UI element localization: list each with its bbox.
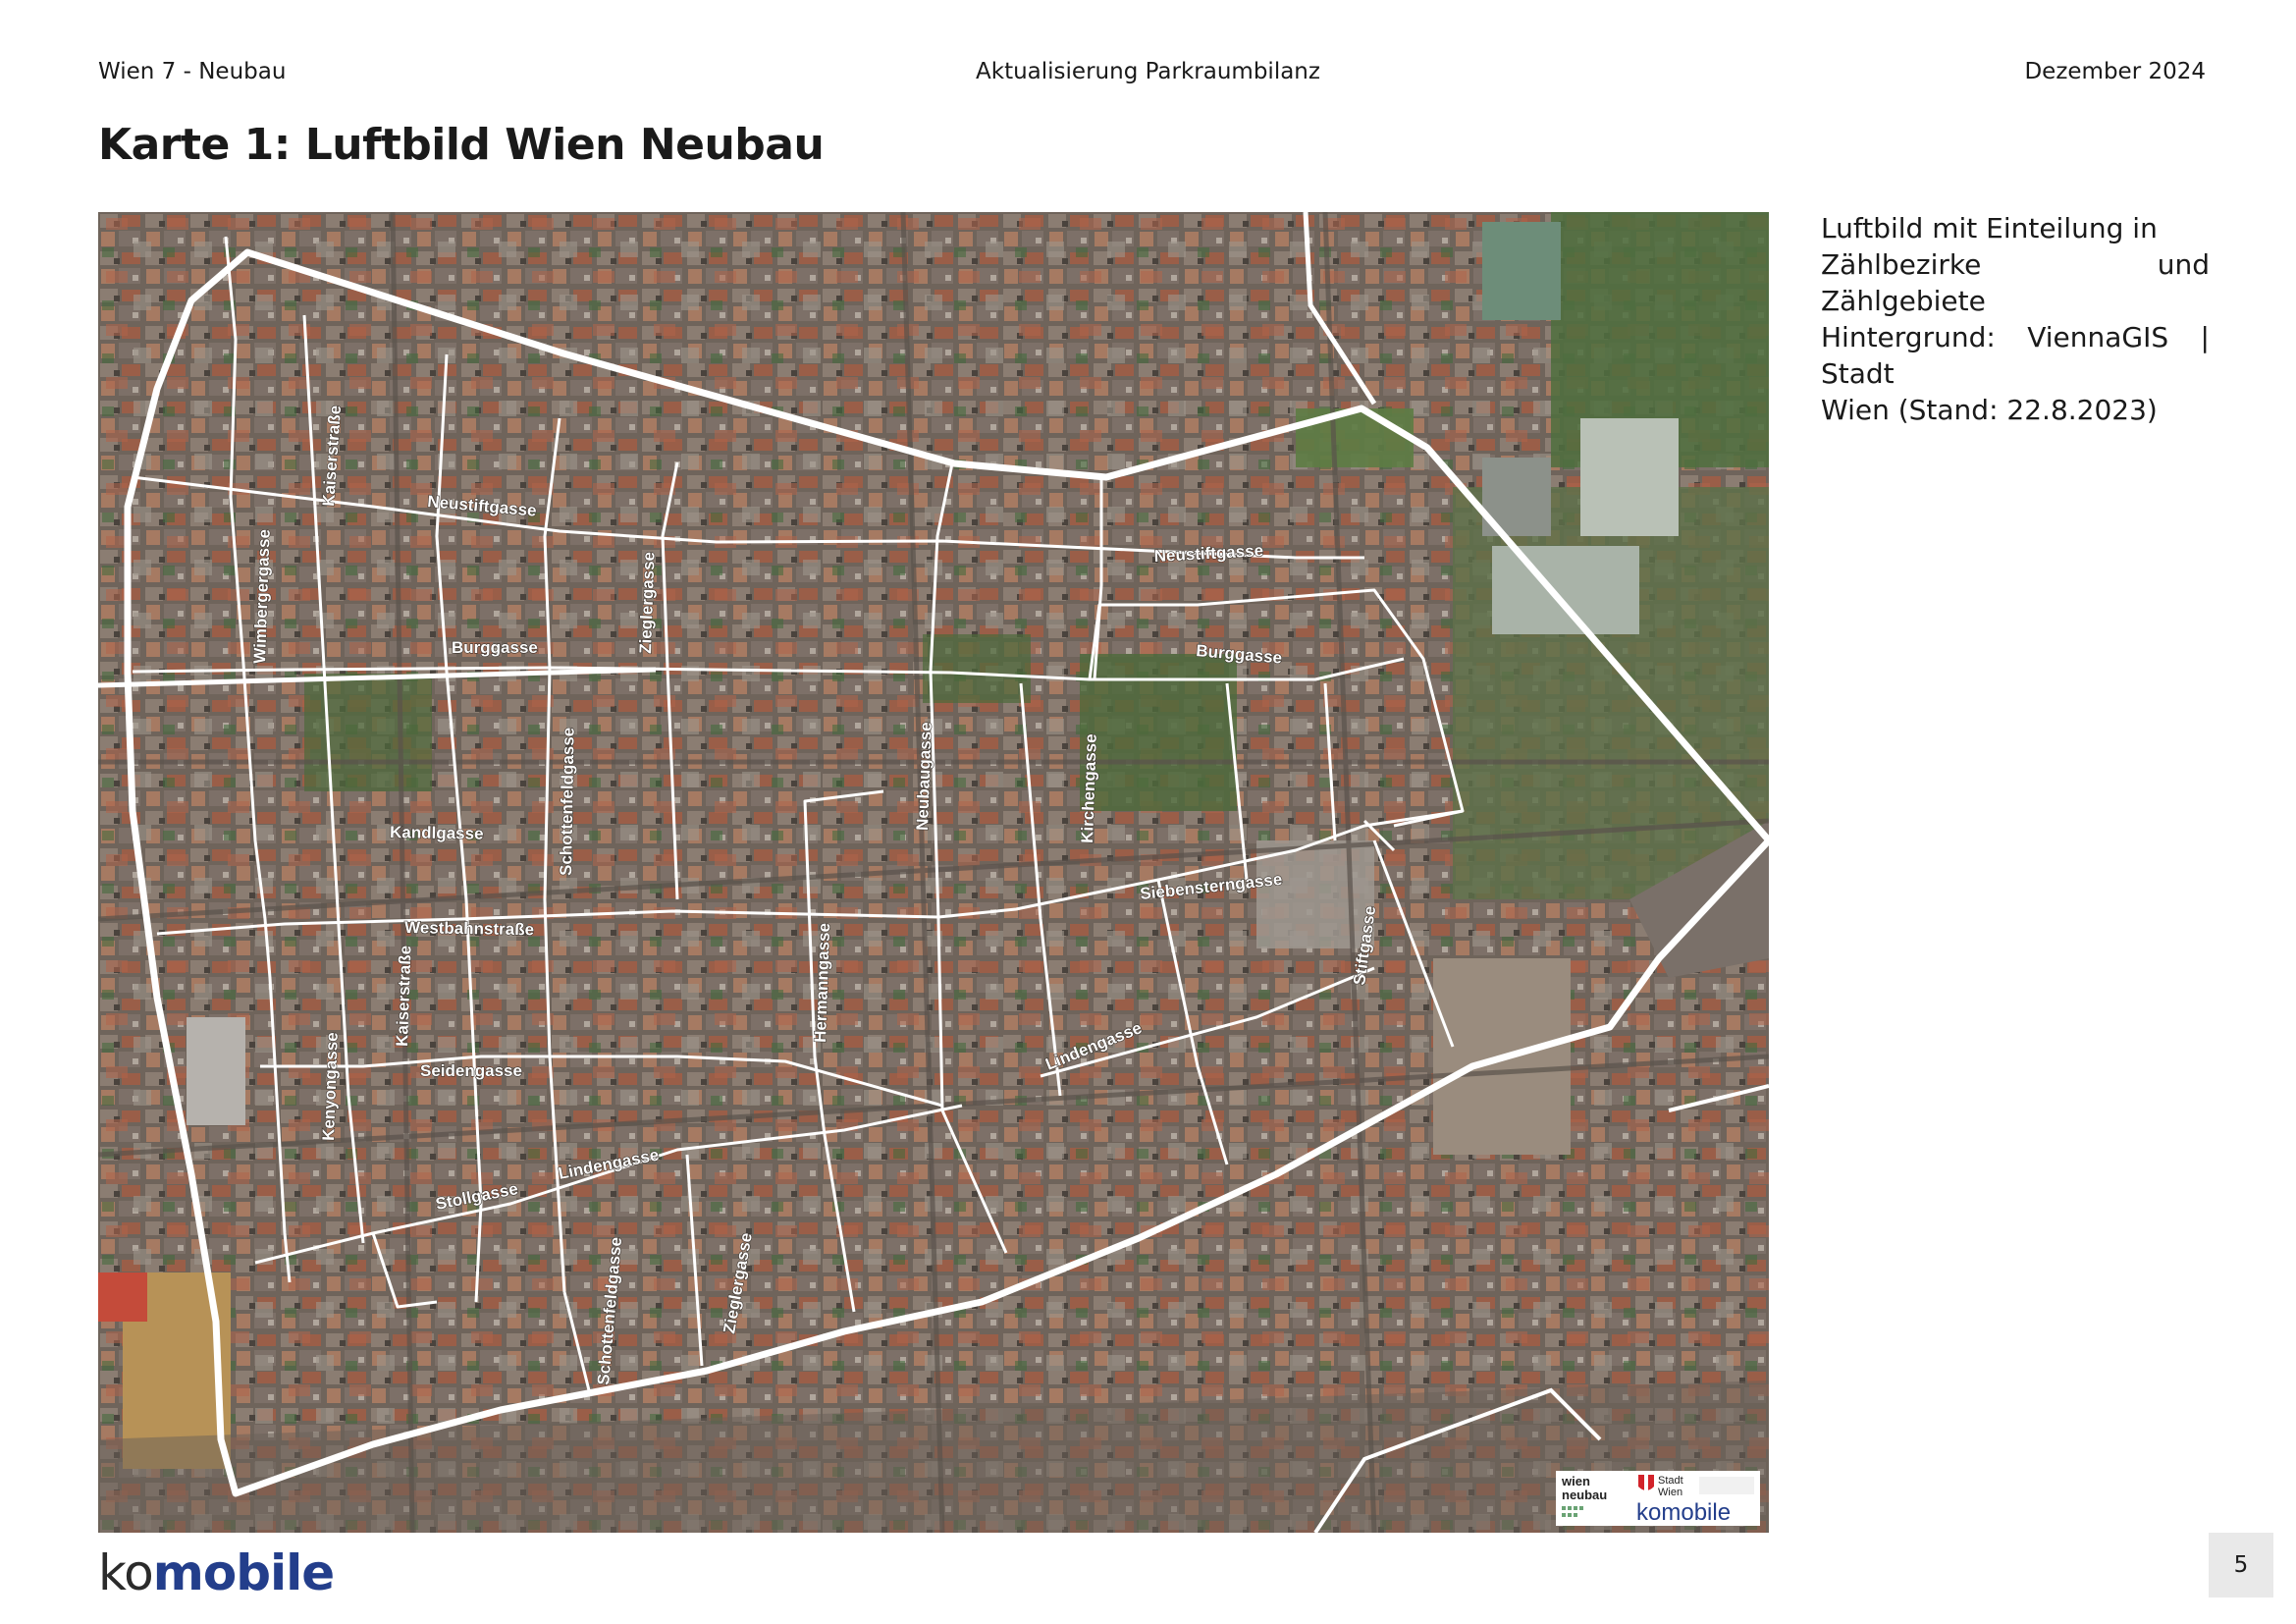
street-label: Zieglergasse (636, 551, 659, 655)
street-label: Schottenfeldgasse (557, 727, 578, 877)
street-label: Westbahnstraße (403, 918, 535, 940)
street-label: Neustiftgasse (426, 492, 538, 520)
street-label: Seidengasse (420, 1061, 522, 1080)
header-district: Wien 7 - Neubau (98, 59, 287, 84)
street-label: Kaiserstraße (319, 405, 346, 508)
logo-ko-part: ko (98, 1544, 153, 1601)
street-label: Kenyongasse (319, 1031, 342, 1142)
street-label: Wimbergergasse (250, 528, 274, 665)
wien-neubau-logo-line1: wien (1562, 1474, 1590, 1489)
street-label: Lindengasse (1042, 1018, 1145, 1074)
komobile-map-logo: komobile (1636, 1499, 1732, 1526)
caption-line: Hintergrund: ViennaGIS | Stadt (1821, 321, 2210, 390)
komobile-footer-logo (98, 1544, 334, 1601)
street-label: Kaiserstraße (393, 945, 415, 1048)
aerial-map (98, 212, 1769, 1533)
stadt-wien-logo-line2: Wien (1658, 1487, 1683, 1498)
street-label: Burggasse (1195, 641, 1283, 668)
page-title: Karte 1: Luftbild Wien Neubau (98, 120, 825, 170)
street-label: Kirchengasse (1078, 733, 1100, 844)
street-label: Neubaugasse (913, 721, 935, 832)
street-label: Zieglergasse (720, 1231, 756, 1335)
street-label: Burggasse (452, 638, 538, 657)
logo-mobile-part: mobile (152, 1544, 335, 1601)
wien-neubau-dots-icon (1562, 1506, 1583, 1517)
street-label: Hermanngasse (811, 922, 834, 1044)
caption-line: Zählbezirke und Zählgebiete (1821, 248, 2210, 317)
aerial-map-svg (98, 212, 1769, 1533)
street-label: Kandlgasse (389, 823, 484, 843)
street-label: Stollgasse (434, 1179, 520, 1214)
page-number: 5 (2209, 1533, 2273, 1597)
street-label: Neustiftgasse (1153, 541, 1264, 566)
caption-line: Wien (Stand: 22.8.2023) (1821, 394, 2158, 426)
street-label: Siebensterngasse (1139, 869, 1284, 903)
caption-line: Luftbild mit Einteilung in (1821, 212, 2158, 244)
wien-neubau-logo-line2: neubau (1562, 1488, 1608, 1502)
header-date: Dezember 2024 (2024, 59, 2206, 84)
map-logos (1556, 1471, 1760, 1526)
map-logos-svg (1556, 1471, 1760, 1526)
header-project: Aktualisierung Parkraumbilanz (976, 59, 1320, 84)
stadt-wien-shield-icon (1638, 1475, 1654, 1490)
street-label: Stiftgasse (1350, 904, 1380, 987)
small-department-logo (1699, 1477, 1754, 1494)
street-label: Schottenfeldgasse (594, 1236, 626, 1386)
map-caption (1821, 210, 2210, 428)
stadt-wien-logo-line1: Stadt (1658, 1475, 1683, 1487)
street-label: Lindengasse (557, 1145, 661, 1183)
